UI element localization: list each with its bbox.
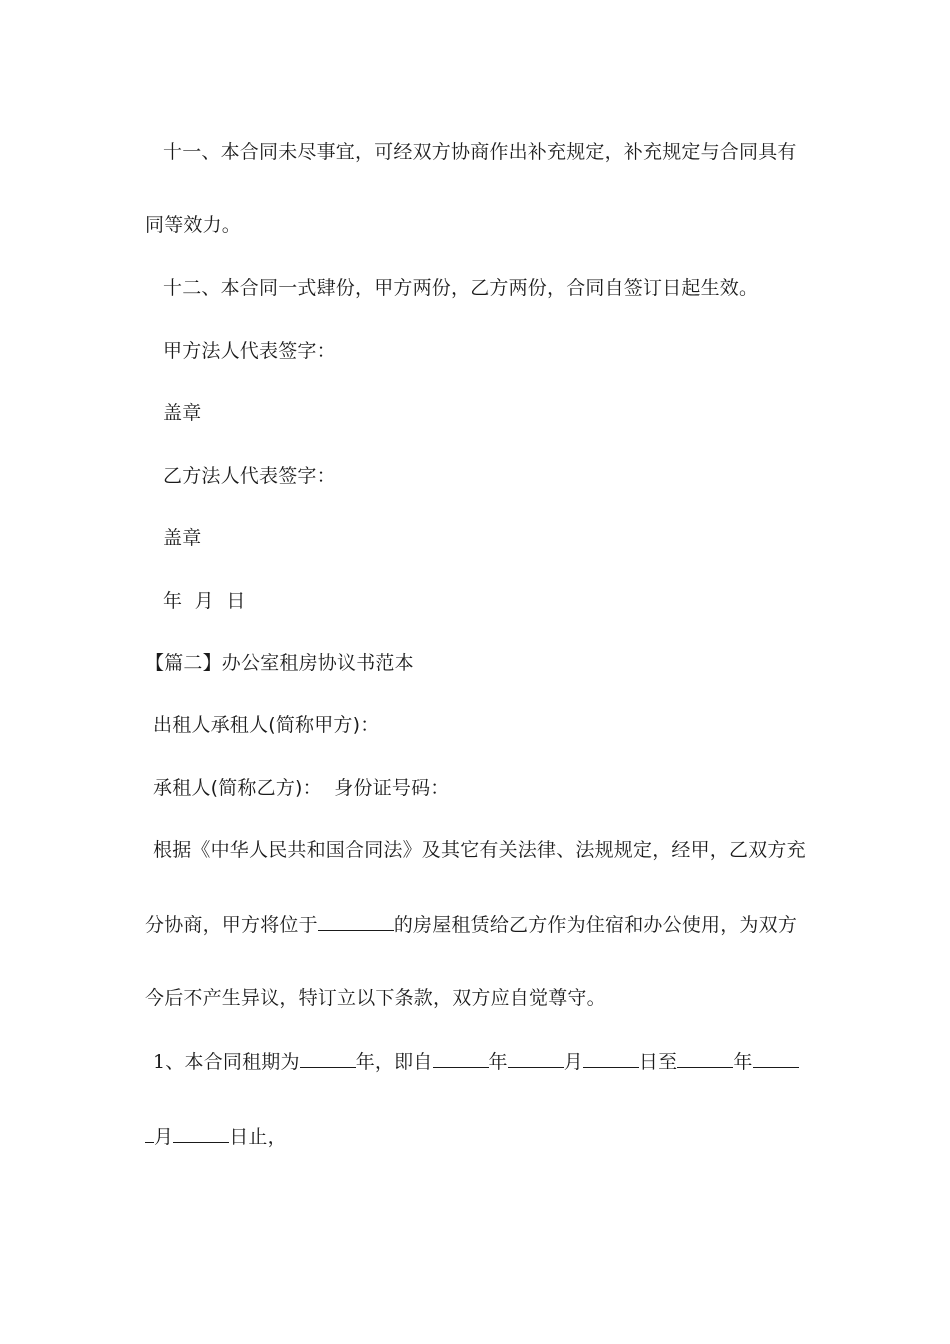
party-b-seal-label: 盖章	[163, 527, 202, 549]
intro-line-2	[145, 912, 797, 937]
term-text-4: 月	[563, 1051, 583, 1073]
end-month-blank-start[interactable]	[753, 1049, 799, 1068]
lessee-line: 承租人(简称乙方)： 身份证号码：	[153, 777, 450, 799]
term2-text-2: 日止，	[229, 1126, 287, 1148]
section-title: 【篇二】办公室租房协议书范本	[145, 652, 414, 674]
term-text-2: 年，即自	[355, 1051, 433, 1073]
term-number: 1	[153, 1051, 166, 1073]
intro-line-3: 今后不产生异议，特订立以下条款，双方应自觉尊守。	[145, 987, 606, 1009]
party-a-seal-label: 盖章	[163, 402, 202, 424]
term-text-6: 年	[733, 1051, 753, 1073]
term-text-3: 年	[488, 1051, 508, 1073]
start-year-blank[interactable]	[433, 1049, 489, 1068]
end-month-blank-end[interactable]	[145, 1124, 154, 1143]
party-a-signature-label: 甲方法人代表签字：	[163, 340, 336, 362]
date-line: 年 月 日	[163, 590, 246, 612]
party-b-signature-label: 乙方法人代表签字：	[163, 465, 336, 487]
start-month-blank[interactable]	[508, 1049, 564, 1068]
clause-11-line-1: 十一、本合同未尽事宜，可经双方协商作出补充规定，补充规定与合同具有	[163, 141, 797, 163]
term-years-blank[interactable]	[300, 1049, 356, 1068]
lessor-line: 出租人承租人(简称甲方)：	[153, 714, 380, 736]
location-blank[interactable]	[318, 912, 394, 931]
end-day-blank[interactable]	[173, 1124, 229, 1143]
end-year-blank[interactable]	[677, 1049, 733, 1068]
term-line-1	[153, 1049, 799, 1074]
intro-line-2-after: 的房屋租赁给乙方作为住宿和办公使用，为双方	[393, 914, 798, 936]
intro-line-1: 根据《中华人民共和国合同法》及其它有关法律、法规规定，经甲，乙双方充	[153, 839, 806, 861]
term2-text-1: 月	[154, 1126, 174, 1148]
clause-11-line-2: 同等效力。	[145, 214, 242, 236]
clause-12: 十二、本合同一式肆份，甲方两份，乙方两份，合同自签订日起生效。	[163, 277, 759, 299]
start-day-blank[interactable]	[583, 1049, 639, 1068]
term-line-2	[145, 1124, 287, 1149]
term-text-5: 日至	[638, 1051, 678, 1073]
intro-line-2-before: 分协商，甲方将位于	[145, 914, 318, 936]
term-text-1: 、本合同租期为	[165, 1051, 300, 1073]
